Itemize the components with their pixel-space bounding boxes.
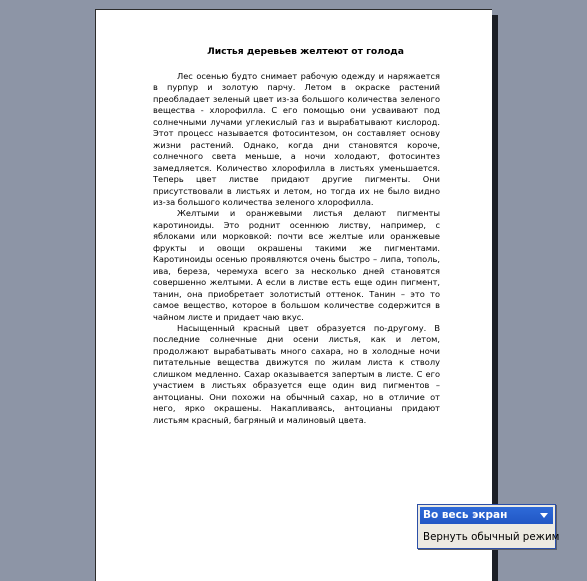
toolbar-titlebar[interactable] [420,507,553,524]
paragraph-2: Желтыми и оранжевыми листья делают пигменты каротиноиды. Это роднит осеннюю листву, например, с яблоками или морковкой: почти все желтые или оранжевые фрукты и овощи окрашены такими же пигментами. Каротиноиды осенью проявляются очень быстро – липа, тополь, ива, береза, черемуха всего за несколько дней становятся совершенно желтыми. А если в листве есть еще один пигмент, танин, она приобретает золотистый оттенок. Танин – это то самое вещество, которое в большом количестве содержится в чайном листе и придает чаю вкус. [153,208,440,322]
toolbar-dropdown-arrow-icon[interactable] [540,513,548,518]
restore-normal-mode-button[interactable]: Вернуть обычный режим [423,531,560,543]
document-body[interactable] [153,71,440,426]
paragraph-1: Лес осенью будто снимает рабочую одежду и наряжается в пурпур и золотую парчу. Летом в окраске растений преобладает зеленый цвет из-за большого количества зеленого вещества - хлорофилла. С его помощью они усваивают под солнечными лучами углекислый газ и вырабатывают кислород. Этот процесс называется фотосинтезом, он составляет основу жизни растений. Однако, когда дни становятся короче, солнечного света меньше, а ночи холодают, фотосинтез замедляется. Количество хлорофилла в листьях уменьшается. Теперь цвет листве придают другие пигменты. Они присутствовали в листьях и летом, но тогда их не было видно из-за большого количества зеленого хлорофилла. [153,71,440,207]
document-page[interactable] [95,9,492,581]
toolbar-title: Во весь экран [423,509,508,521]
fullscreen-toolbar [417,504,560,549]
document-title: Листья деревьев желтеют от голода [207,46,404,57]
paragraph-3: Насыщенный красный цвет образуется по-другому. В последние солнечные дни осени листья, как и летом, продолжают вырабатывать много сахара, но в холодные ночи питательные вещества движутся по жилам листа к стволу слишком медленно. Сахар оказывается запертым в листе. С его участием в листьях образуется еще один вид пигментов – антоцианы. Они похожи на обычный сахар, но в отличие от него, ярко окрашены. Накапливаясь, антоцианы придают листьям красный, багряный и малиновый цвета. [153,322,440,425]
